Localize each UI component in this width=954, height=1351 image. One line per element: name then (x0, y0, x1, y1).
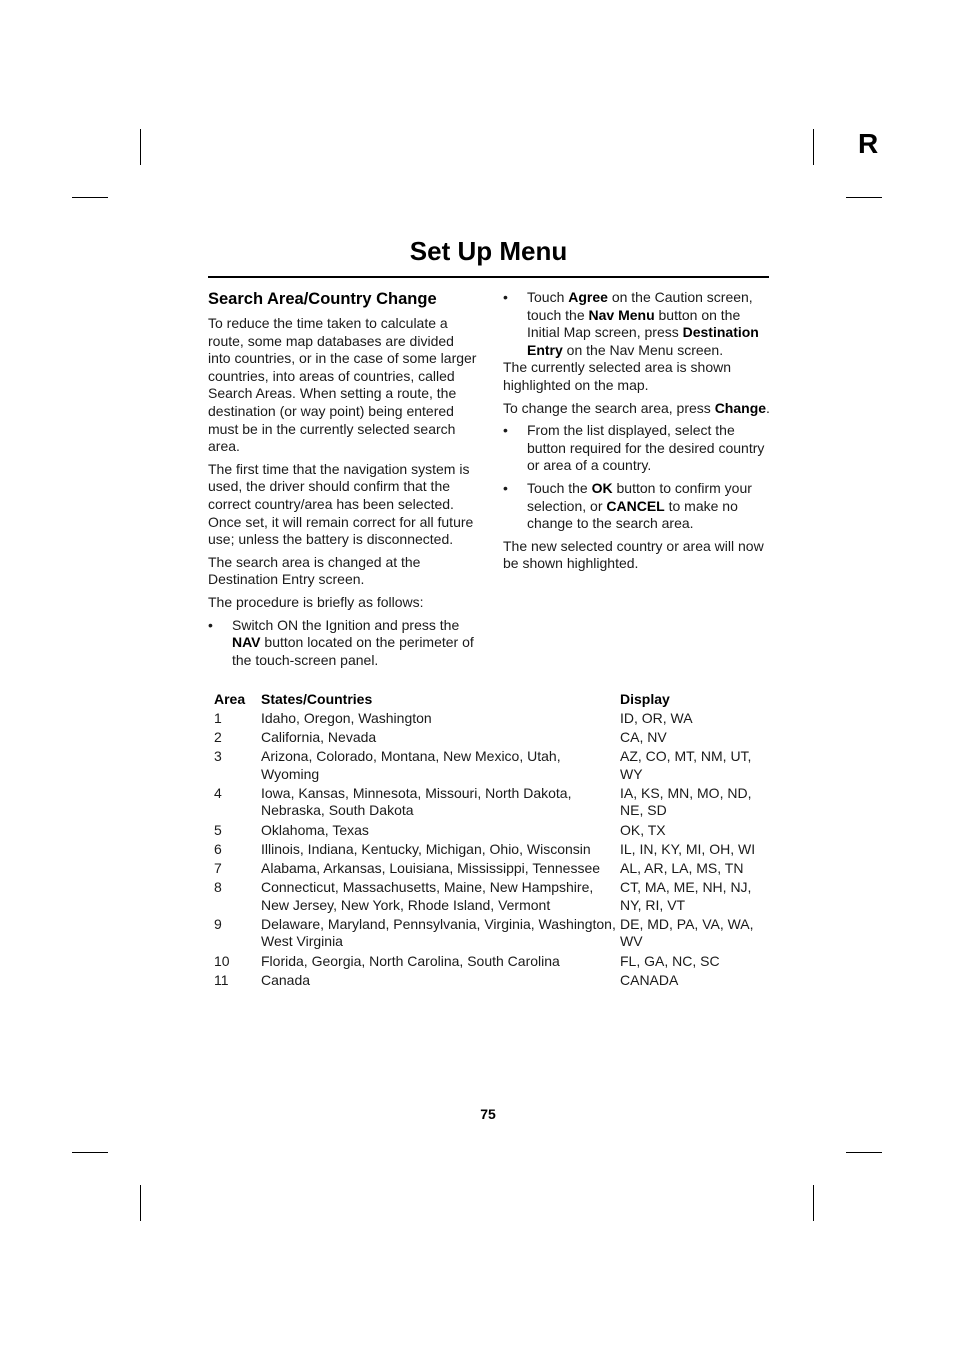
bullet-icon: • (503, 479, 508, 496)
states-cell: Iowa, Kansas, Minnesota, Missouri, North Dakota, Nebraska, South Dakota (261, 784, 572, 819)
area-cell: 8 (214, 879, 222, 896)
bold-term: Change (714, 399, 767, 416)
table-row (212, 748, 772, 785)
display-cell: DE, MD, PA, VA, WA, WV (620, 915, 754, 950)
bold-term: Agree (568, 289, 608, 305)
table-row (212, 972, 772, 991)
text: button on the Initial Map screen, press (527, 306, 741, 341)
text: Touch the (527, 479, 592, 496)
area-cell: 6 (214, 840, 222, 857)
states-cell: California, Nevada (261, 728, 377, 745)
states-cell: Canada (261, 971, 311, 988)
paragraph (503, 400, 771, 418)
column-header-area: Area (214, 691, 246, 707)
display-cell: IL, IN, KY, MI, OH, WI (620, 840, 756, 857)
paragraph: To reduce the time taken to calculate a route, some map databases are divided into countries, or in the case of some larger countries, into areas of countries, called Search Areas. When setting a route, the destination (or way point) being entered must be in the currently selected search area. (208, 315, 477, 455)
bullet-item (503, 422, 771, 475)
states-cell: Delaware, Maryland, Pennsylvania, Virginia, Washington, West Virginia (261, 915, 616, 950)
text: Touch (527, 289, 569, 305)
area-cell: 9 (214, 915, 222, 932)
area-cell: 7 (214, 859, 222, 876)
text: To change the search area, press (503, 399, 715, 416)
table-row (212, 953, 772, 972)
area-cell: 11 (214, 971, 229, 988)
bold-term: Nav Menu (588, 306, 655, 323)
text: to make no change to the search area. (527, 497, 738, 532)
bold-term: CANCEL (606, 497, 665, 514)
crop-mark (140, 129, 141, 165)
crop-mark (846, 197, 882, 198)
bold-term: NAV (232, 634, 261, 651)
bullet-icon: • (503, 289, 508, 305)
area-cell: 3 (214, 747, 222, 764)
bullet-item (208, 617, 478, 670)
text: button to confirm your selection, or (527, 479, 752, 514)
section-heading: Search Area/Country Change (208, 290, 437, 308)
display-cell: ID, OR, WA (620, 709, 693, 726)
paragraph: The procedure is briefly as follows: (208, 593, 424, 610)
area-cell: 5 (214, 821, 222, 838)
table-row (212, 785, 772, 822)
page-title: Set Up Menu (409, 236, 568, 266)
section-letter: R (858, 128, 879, 159)
table-row (212, 710, 772, 729)
paragraph: The new selected country or area will now be shown highlighted. (503, 537, 764, 572)
text: button located on the perimeter of the touch-screen panel. (232, 634, 474, 668)
text: on the Caution screen, touch the (527, 289, 753, 323)
text: on the Nav Menu screen. (562, 341, 724, 358)
bullet-item (503, 289, 771, 359)
display-cell: CANADA (620, 971, 679, 988)
bold-term: Destination Entry (527, 324, 759, 358)
table-row (212, 729, 772, 748)
table-row (212, 860, 772, 879)
bullet-item (503, 480, 771, 533)
crop-mark (72, 197, 108, 198)
table-row (212, 916, 772, 953)
states-cell: Florida, Georgia, North Carolina, South Carolina (261, 952, 560, 969)
column-header-display: Display (620, 691, 670, 707)
right-column (503, 289, 771, 578)
display-cell: FL, GA, NC, SC (620, 952, 720, 969)
bold-term: OK (591, 479, 613, 496)
crop-mark (140, 1185, 141, 1221)
states-cell: Idaho, Oregon, Washington (261, 709, 432, 726)
area-cell: 10 (214, 952, 230, 969)
search-area-table (212, 691, 772, 991)
paragraph: The search area is changed at the Destination Entry screen. (208, 553, 421, 588)
crop-mark (813, 1185, 814, 1221)
bullet-list (208, 617, 478, 670)
bullet-list (503, 289, 771, 359)
crop-mark (846, 1152, 882, 1153)
crop-mark (72, 1152, 108, 1153)
display-cell: IA, KS, MN, MO, ND, NE, SD (620, 784, 752, 819)
area-cell: 2 (214, 728, 222, 745)
bullet-icon: • (503, 422, 508, 439)
page-number: 75 (480, 1106, 496, 1122)
table-header-row (212, 691, 772, 710)
area-cell: 1 (214, 709, 222, 726)
paragraph: The first time that the navigation system is used, the driver should confirm that the correct country/area has been selected. Once set, it will remain correct for all future use; unless the battery is disconnected. (208, 460, 474, 548)
states-cell: Arizona, Colorado, Montana, New Mexico, Utah, Wyoming (261, 747, 561, 782)
text: . (766, 399, 770, 416)
display-cell: AL, AR, LA, MS, TN (620, 859, 744, 876)
display-cell: OK, TX (620, 821, 666, 838)
display-cell: CA, NV (620, 728, 667, 745)
table-row (212, 822, 772, 841)
display-cell: CT, MA, ME, NH, NJ, NY, RI, VT (620, 879, 752, 913)
display-cell: AZ, CO, MT, NM, UT, WY (620, 747, 752, 782)
states-cell: Connecticut, Massachusetts, Maine, New Hampshire, New Jersey, New York, Rhode Island, Vermont (261, 879, 594, 913)
states-cell: Oklahoma, Texas (261, 821, 369, 838)
bullet-icon: • (208, 616, 213, 633)
paragraph: The currently selected area is shown highlighted on the map. (503, 359, 731, 393)
crop-mark (813, 129, 814, 165)
title-rule (208, 276, 769, 278)
column-header-states: States/Countries (261, 691, 373, 707)
left-column (208, 289, 478, 669)
area-cell: 4 (214, 784, 222, 801)
states-cell: Illinois, Indiana, Kentucky, Michigan, Ohio, Wisconsin (261, 840, 591, 857)
bullet-list (503, 422, 771, 533)
table-row (212, 879, 772, 916)
text: From the list displayed, select the button required for the desired country or area of a country. (527, 422, 765, 474)
states-cell: Alabama, Arkansas, Louisiana, Mississippi, Tennessee (261, 859, 601, 876)
table-row (212, 841, 772, 860)
text: Switch ON the Ignition and press the (232, 616, 460, 633)
